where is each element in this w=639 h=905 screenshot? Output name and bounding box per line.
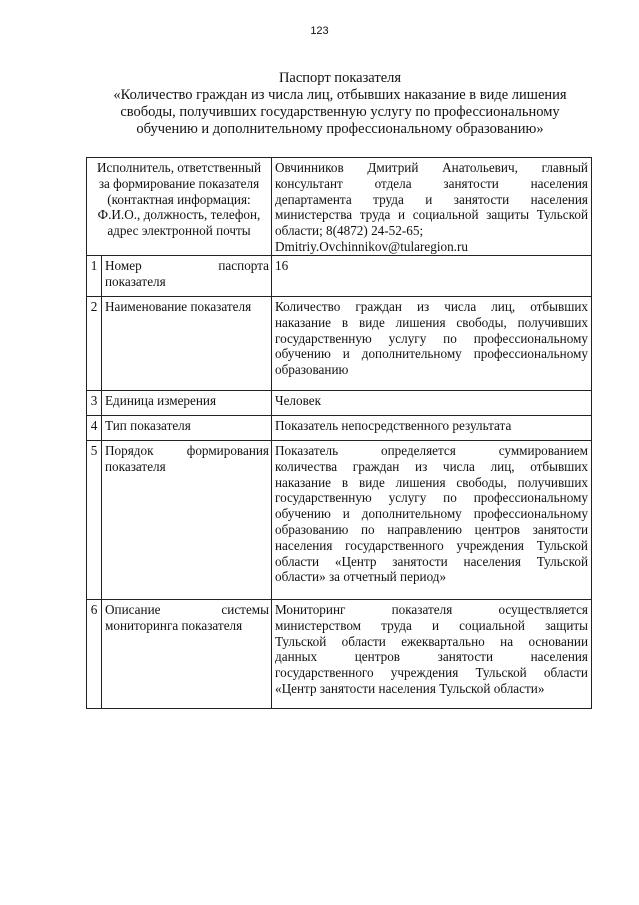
row-label-line: Тип показателя bbox=[105, 418, 191, 433]
row-value-line: Человек bbox=[275, 393, 322, 408]
row-value-line: наказание в виде лишения свободы, получивших bbox=[275, 474, 588, 490]
executor-label-line: Исполнитель, ответственный bbox=[96, 160, 262, 175]
row-label-cell bbox=[102, 391, 272, 416]
row-label-line: Описание системы bbox=[105, 602, 269, 617]
row-value-line: министерством труда и социальной защиты bbox=[275, 617, 588, 633]
row-label-cell bbox=[102, 441, 272, 600]
row-value-line: области «Центр занятости населения Тульской bbox=[275, 553, 588, 569]
row-value-line: образованию по направлению центров занятости bbox=[275, 521, 588, 537]
table-row bbox=[87, 600, 592, 709]
table-row bbox=[87, 391, 592, 416]
row-label-cell bbox=[102, 600, 272, 709]
row-label-line: Номер паспорта bbox=[105, 258, 269, 273]
executor-value-line: Dmitriy.Ovchinnikov@tularegion.ru bbox=[275, 238, 468, 254]
row-value-line: Показатель непосредственного результата bbox=[275, 418, 512, 433]
executor-value-line: консультант отдела занятости населения bbox=[275, 175, 588, 191]
executor-row bbox=[87, 158, 592, 256]
table-row bbox=[87, 416, 592, 441]
row-value-line: данных центров занятости населения bbox=[275, 649, 588, 665]
executor-value-line: департамента труда и занятости населения bbox=[275, 191, 588, 207]
row-value-cell bbox=[272, 391, 592, 416]
row-value-line: Показатель определяется суммированием bbox=[275, 443, 588, 458]
executor-value-line: Овчинников Дмитрий Анатольевич, главный bbox=[275, 160, 588, 175]
row-value-line: Тульской области ежеквартально на основании bbox=[275, 633, 588, 649]
executor-value-line: министерства труда и социальной защиты Тульской bbox=[275, 207, 588, 223]
row-label-line: Порядок формирования bbox=[105, 443, 269, 458]
row-value-line: государственного учреждения Тульской области bbox=[275, 665, 588, 681]
row-value-line: 16 bbox=[275, 258, 289, 273]
row-label-line: Единица измерения bbox=[105, 393, 217, 408]
row-number: 5 bbox=[87, 441, 102, 600]
table-row bbox=[87, 297, 592, 391]
row-number: 3 bbox=[87, 391, 102, 416]
executor-label-line: за формирование показателя bbox=[98, 175, 260, 191]
row-value-cell bbox=[272, 600, 592, 709]
row-value-line: количества граждан из числа лиц, отбывших bbox=[275, 458, 588, 474]
row-label-line: показателя bbox=[105, 458, 166, 474]
row-label-cell bbox=[102, 416, 272, 441]
row-value-line: населения государственного учреждения Тульской bbox=[275, 537, 588, 553]
row-number: 2 bbox=[87, 297, 102, 391]
executor-label-line: (контактная информация: bbox=[107, 191, 251, 207]
row-value-line: образованию bbox=[275, 362, 349, 378]
row-value-line: наказание в виде лишения свободы, получивших bbox=[275, 314, 588, 330]
row-label-line: мониторинга показателя bbox=[105, 617, 243, 633]
row-value-line: Количество граждан из числа лиц, отбывших bbox=[275, 299, 588, 314]
row-value-line: Мониторинг показателя осуществляется bbox=[275, 602, 588, 617]
title-line: обучению и дополнительному профессиональному образованию» bbox=[136, 121, 544, 137]
row-label-line: показателя bbox=[105, 273, 166, 289]
document-title bbox=[60, 70, 620, 138]
table-row bbox=[87, 441, 592, 600]
row-value-line: области» за отчетный период» bbox=[275, 569, 447, 585]
title-line: «Количество граждан из числа лиц, отбывших наказание в виде лишения bbox=[113, 87, 567, 103]
title-line: Паспорт показателя bbox=[278, 70, 402, 86]
row-number: 1 bbox=[87, 256, 102, 297]
row-value-line: государственную услугу по профессиональному bbox=[275, 330, 588, 346]
row-label-cell bbox=[102, 297, 272, 391]
table-row bbox=[87, 256, 592, 297]
executor-value-cell bbox=[272, 158, 592, 256]
page-number: 123 bbox=[310, 25, 329, 37]
row-label-cell bbox=[102, 256, 272, 297]
passport-table bbox=[86, 157, 592, 709]
row-number: 4 bbox=[87, 416, 102, 441]
row-value-line: государственную услугу по профессиональному bbox=[275, 490, 588, 506]
row-value-cell bbox=[272, 441, 592, 600]
row-number: 6 bbox=[87, 600, 102, 709]
executor-label-cell bbox=[87, 158, 272, 256]
executor-label-line: Ф.И.О., должность, телефон, bbox=[97, 207, 261, 223]
row-value-line: обучению и дополнительному профессиональному bbox=[275, 506, 588, 522]
row-value-line: обучению и дополнительному профессиональному bbox=[275, 346, 588, 362]
title-line: свободы, получивших государственную услугу по профессиональному bbox=[120, 104, 560, 120]
executor-value-line: области; 8(4872) 24-52-65; bbox=[275, 223, 424, 239]
row-value-cell bbox=[272, 256, 592, 297]
row-value-cell bbox=[272, 416, 592, 441]
executor-label-line: адрес электронной почты bbox=[107, 223, 251, 239]
row-value-cell bbox=[272, 297, 592, 391]
row-label-line: Наименование показателя bbox=[105, 299, 252, 314]
row-value-line: «Центр занятости населения Тульской области» bbox=[275, 680, 545, 696]
